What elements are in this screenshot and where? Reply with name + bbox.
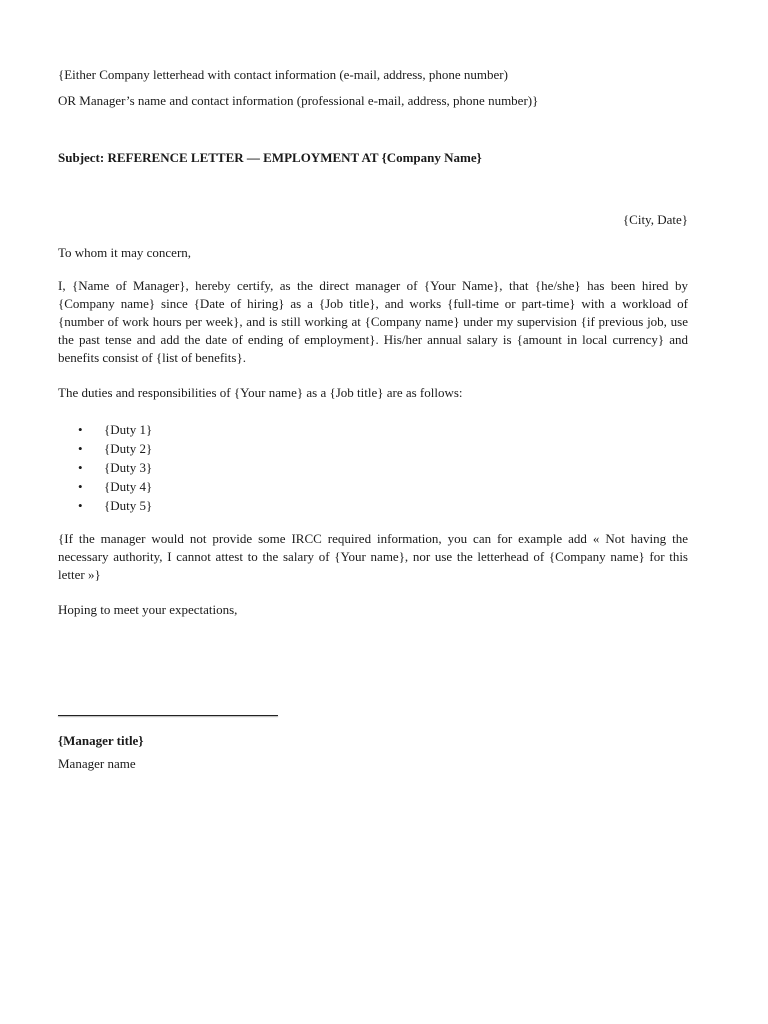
duties-intro: The duties and responsibilities of {Your name} as a {Job title} are as follows: bbox=[58, 385, 463, 400]
duty-text: {Duty 4} bbox=[104, 479, 153, 494]
body-paragraph: I, {Name of Manager}, hereby certify, as the direct manager of {Your Name}, that {he/she} has been hired by {Company name} since {Date of hiring} as a {Job title}, and works {full-time or part-time} with a workload of {number of work hours per week}, and is still working at {Company name} under my supervision {if previous job, use the past tense and add the date of ending of employment}. His/her annual salary is {amount in local currency} and benefits consist of {list of benefits}. bbox=[58, 278, 688, 365]
bullet-icon: • bbox=[78, 441, 83, 456]
manager-title: {Manager title} bbox=[58, 733, 144, 748]
duty-text: {Duty 5} bbox=[104, 498, 153, 513]
header-line-1: {Either Company letterhead with contact information (e-mail, address, phone number) bbox=[58, 67, 508, 82]
signature-line bbox=[58, 715, 278, 716]
letter-page bbox=[58, 0, 688, 1024]
bullet-icon: • bbox=[78, 498, 83, 513]
salutation: To whom it may concern, bbox=[58, 245, 192, 260]
subject-line: Subject: REFERENCE LETTER — EMPLOYMENT AT {Company Name} bbox=[58, 150, 482, 165]
duty-text: {Duty 3} bbox=[104, 460, 153, 475]
header-line-2: OR Manager’s name and contact information (professional e-mail, address, phone number)} bbox=[58, 93, 539, 108]
manager-name: Manager name bbox=[58, 756, 136, 771]
bullet-icon: • bbox=[78, 422, 83, 437]
duty-text: {Duty 1} bbox=[104, 422, 153, 437]
bullet-icon: • bbox=[78, 460, 83, 475]
closing-line: Hoping to meet your expectations, bbox=[58, 602, 238, 617]
bullet-icon: • bbox=[78, 479, 83, 494]
city-date: {City, Date} bbox=[622, 212, 688, 227]
note-paragraph: {If the manager would not provide some IRCC required information, you can for example add « Not having the necessary authority, I cannot attest to the salary of {Your name}, nor use the letterhead of {Company name} for this letter »} bbox=[58, 531, 688, 582]
duty-text: {Duty 2} bbox=[104, 441, 153, 456]
